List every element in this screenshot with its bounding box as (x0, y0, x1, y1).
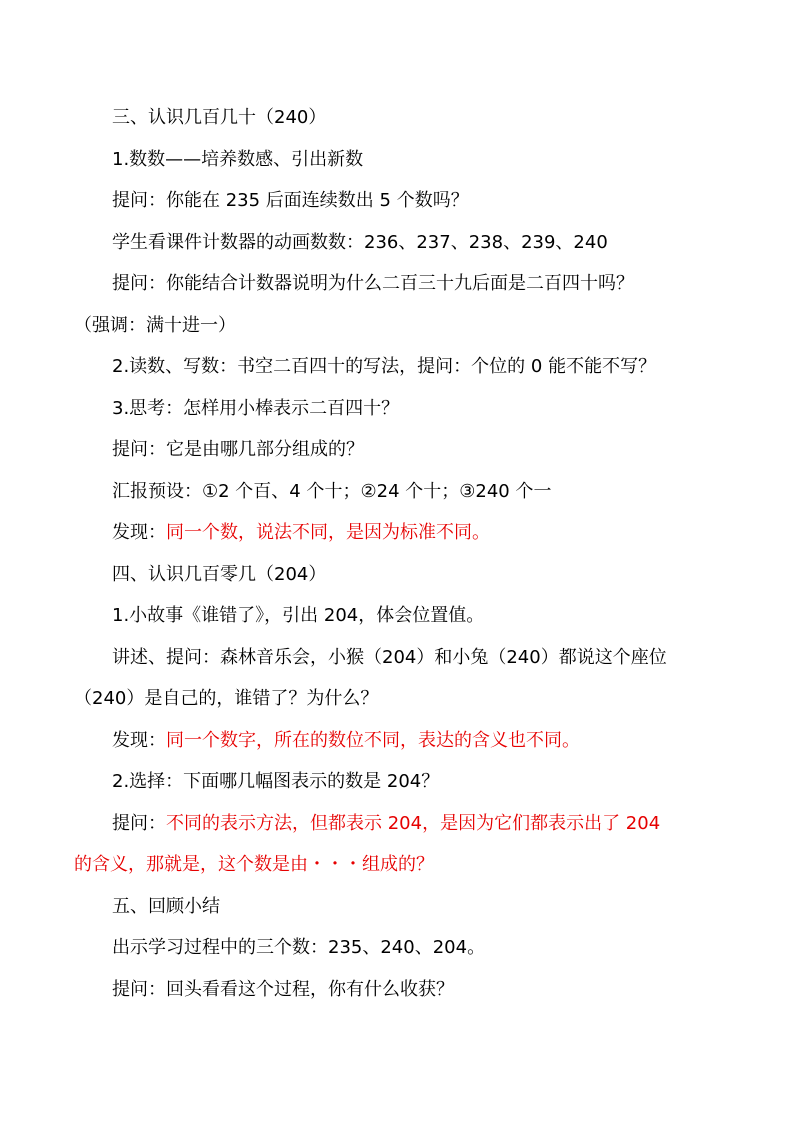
section-3-question-2: 提问：你能结合计数器说明为什么二百三十九后面是二百四十吗？ (112, 273, 634, 294)
section-3-question-1: 提问：你能在 235 后面连续数出 5 个数吗？ (112, 190, 469, 211)
section-3-step-3: 3.思考：怎样用小棒表示二百四十？ (112, 398, 400, 419)
section-3-step-1: 1.数数——培养数感、引出新数 (112, 149, 364, 170)
section-3-report: 汇报预设：①2 个百、4 个十；②24 个十；③240 个一 (112, 481, 552, 502)
section-5-show: 出示学习过程中的三个数：235、240、204。 (112, 937, 486, 958)
section-3-title: 三、认识几百几十（240） (112, 107, 327, 128)
section-3-emphasis: （强调：满十进一） (74, 315, 236, 336)
section-4-title: 四、认识几百零几（204） (112, 564, 327, 585)
finding-label: 发现： (112, 522, 166, 543)
section-3-counting: 学生看课件计数器的动画数数：236、237、238、239、240 (112, 232, 608, 253)
finding-label: 发现： (112, 730, 166, 751)
question-label: 提问： (112, 813, 166, 834)
section-4-step-2: 2.选择：下面哪几幅图表示的数是 204？ (112, 771, 440, 792)
section-3-question-3: 提问：它是由哪几部分组成的？ (112, 439, 364, 460)
section-5-question: 提问：回头看看这个过程，你有什么收获？ (112, 979, 454, 1000)
section-4-question-continued: 的含义，那就是，这个数是由・・・组成的？ (74, 854, 434, 875)
question-text: 不同的表示方法，但都表示 204，是因为它们都表示出了 204 (166, 813, 661, 834)
section-3-step-2: 2.读数、写数：书空二百四十的写法，提问：个位的 0 能不能不写？ (112, 356, 657, 377)
section-4-story: 讲述、提问：森林音乐会，小猴（204）和小兔（240）都说这个座位 (112, 647, 667, 668)
section-4-step-1: 1.小故事《谁错了》，引出 204，体会位置值。 (112, 605, 485, 626)
section-3-finding (112, 521, 490, 545)
section-4-finding (112, 729, 580, 753)
section-4-story-continued: （240）是自己的，谁错了？为什么？ (74, 688, 379, 709)
finding-text: 同一个数字，所在的数位不同，表达的含义也不同。 (166, 730, 580, 751)
section-5-title: 五、回顾小结 (112, 896, 220, 917)
section-4-question (112, 812, 660, 836)
finding-text: 同一个数，说法不同，是因为标准不同。 (166, 522, 490, 543)
